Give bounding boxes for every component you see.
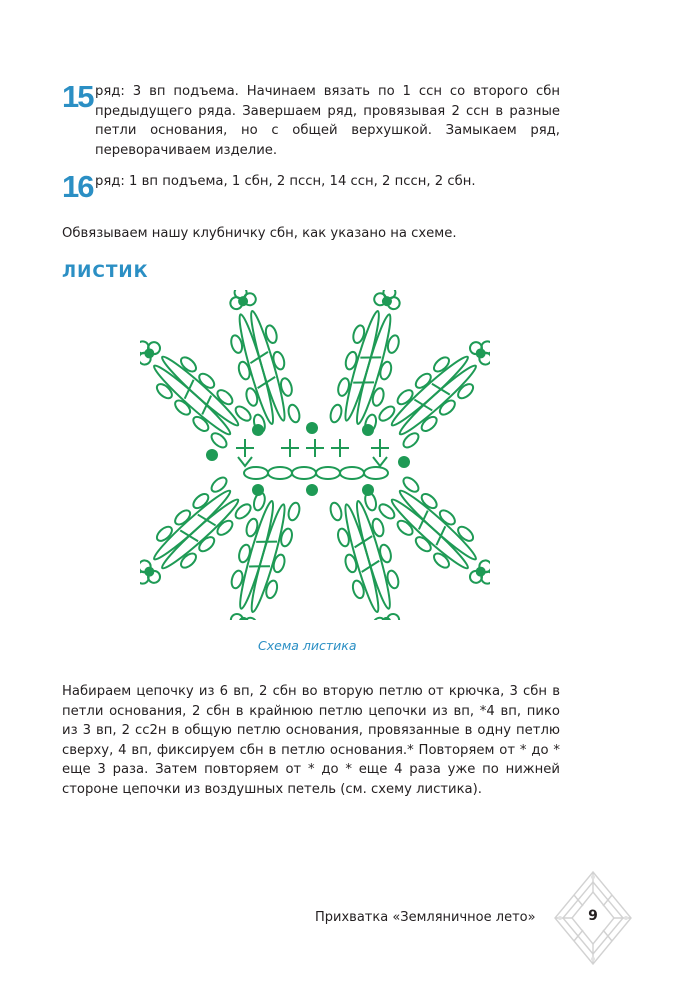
single-crochet-mark [306,439,324,457]
slip-stitch-dot [306,422,318,434]
single-crochet-mark [236,439,254,457]
leaf-instructions: Набираем цепочку из 6 вп, 2 сбн во вторую петлю от крючка, 3 сбн в петли основания, 2 сбн в крайнюю петлю цепочки из вп, *4 вп, пико из 3 вп, 2 сс2н в общую петлю основания, провязанные в одну петлю сверху, 4 вп, фиксируем сбн в петлю основания.* Повторяем от * до * еще 3 раза. Затем повторяем от * до * еще 4 раза уже по нижней стороне цепочки из воздушных петель (см. схему листика). [62,684,560,797]
chain-stitch [268,467,292,479]
row-number: 16 [62,169,93,204]
slip-stitch-dot [252,424,264,436]
row-15 [62,79,560,160]
slip-stitch-dot [252,484,264,496]
chain-stitch [292,467,316,479]
row-text: ряд: 1 вп подъема, 1 сбн, 2 пссн, 14 ссн, 2 пссн, 2 сбн. [95,174,476,189]
leaf-petal [377,326,490,450]
slip-stitch-dot [362,424,374,436]
row-text: ряд: 3 вп подъема. Начинаем вязать по 1 ссн со второго сбн предыдущего ряда. Завершаем ряд, провязывая 2 ссн в разные петли основания, но с общей верхушкой. Замыкаем ряд, переворачиваем изделие. [95,84,560,158]
leaf-petal [329,492,413,620]
single-crochet-mark [371,439,389,457]
section-title: ЛИСТИК [62,262,149,282]
chain-stitch [244,467,268,479]
single-crochet-mark [281,439,299,457]
diagram-caption: Схема листика [258,638,357,653]
chain-stitch [316,467,340,479]
chain-stitch [364,467,388,479]
leaf-petal [377,475,490,599]
leaf-crochet-diagram [140,290,490,620]
slip-stitch-dot [306,484,318,496]
leaf-petal [217,492,301,620]
slip-stitch-dot [398,456,410,468]
row-16 [62,169,560,204]
single-crochet-mark [331,439,349,457]
slip-stitch-dot [362,484,374,496]
footer-book-title: Прихватка «Земляничное лето» [315,910,536,925]
slip-stitch-dot [206,449,218,461]
chain-stitch [340,467,364,479]
increase-mark [238,457,252,466]
leaf-petal [140,475,253,599]
increase-mark [373,457,387,466]
edging-note: Обвязываем нашу клубничку сбн, как указано на схеме. [62,226,457,241]
page-number: 9 [588,908,598,924]
row-number: 15 [62,79,93,114]
leaf-petal [140,326,253,450]
